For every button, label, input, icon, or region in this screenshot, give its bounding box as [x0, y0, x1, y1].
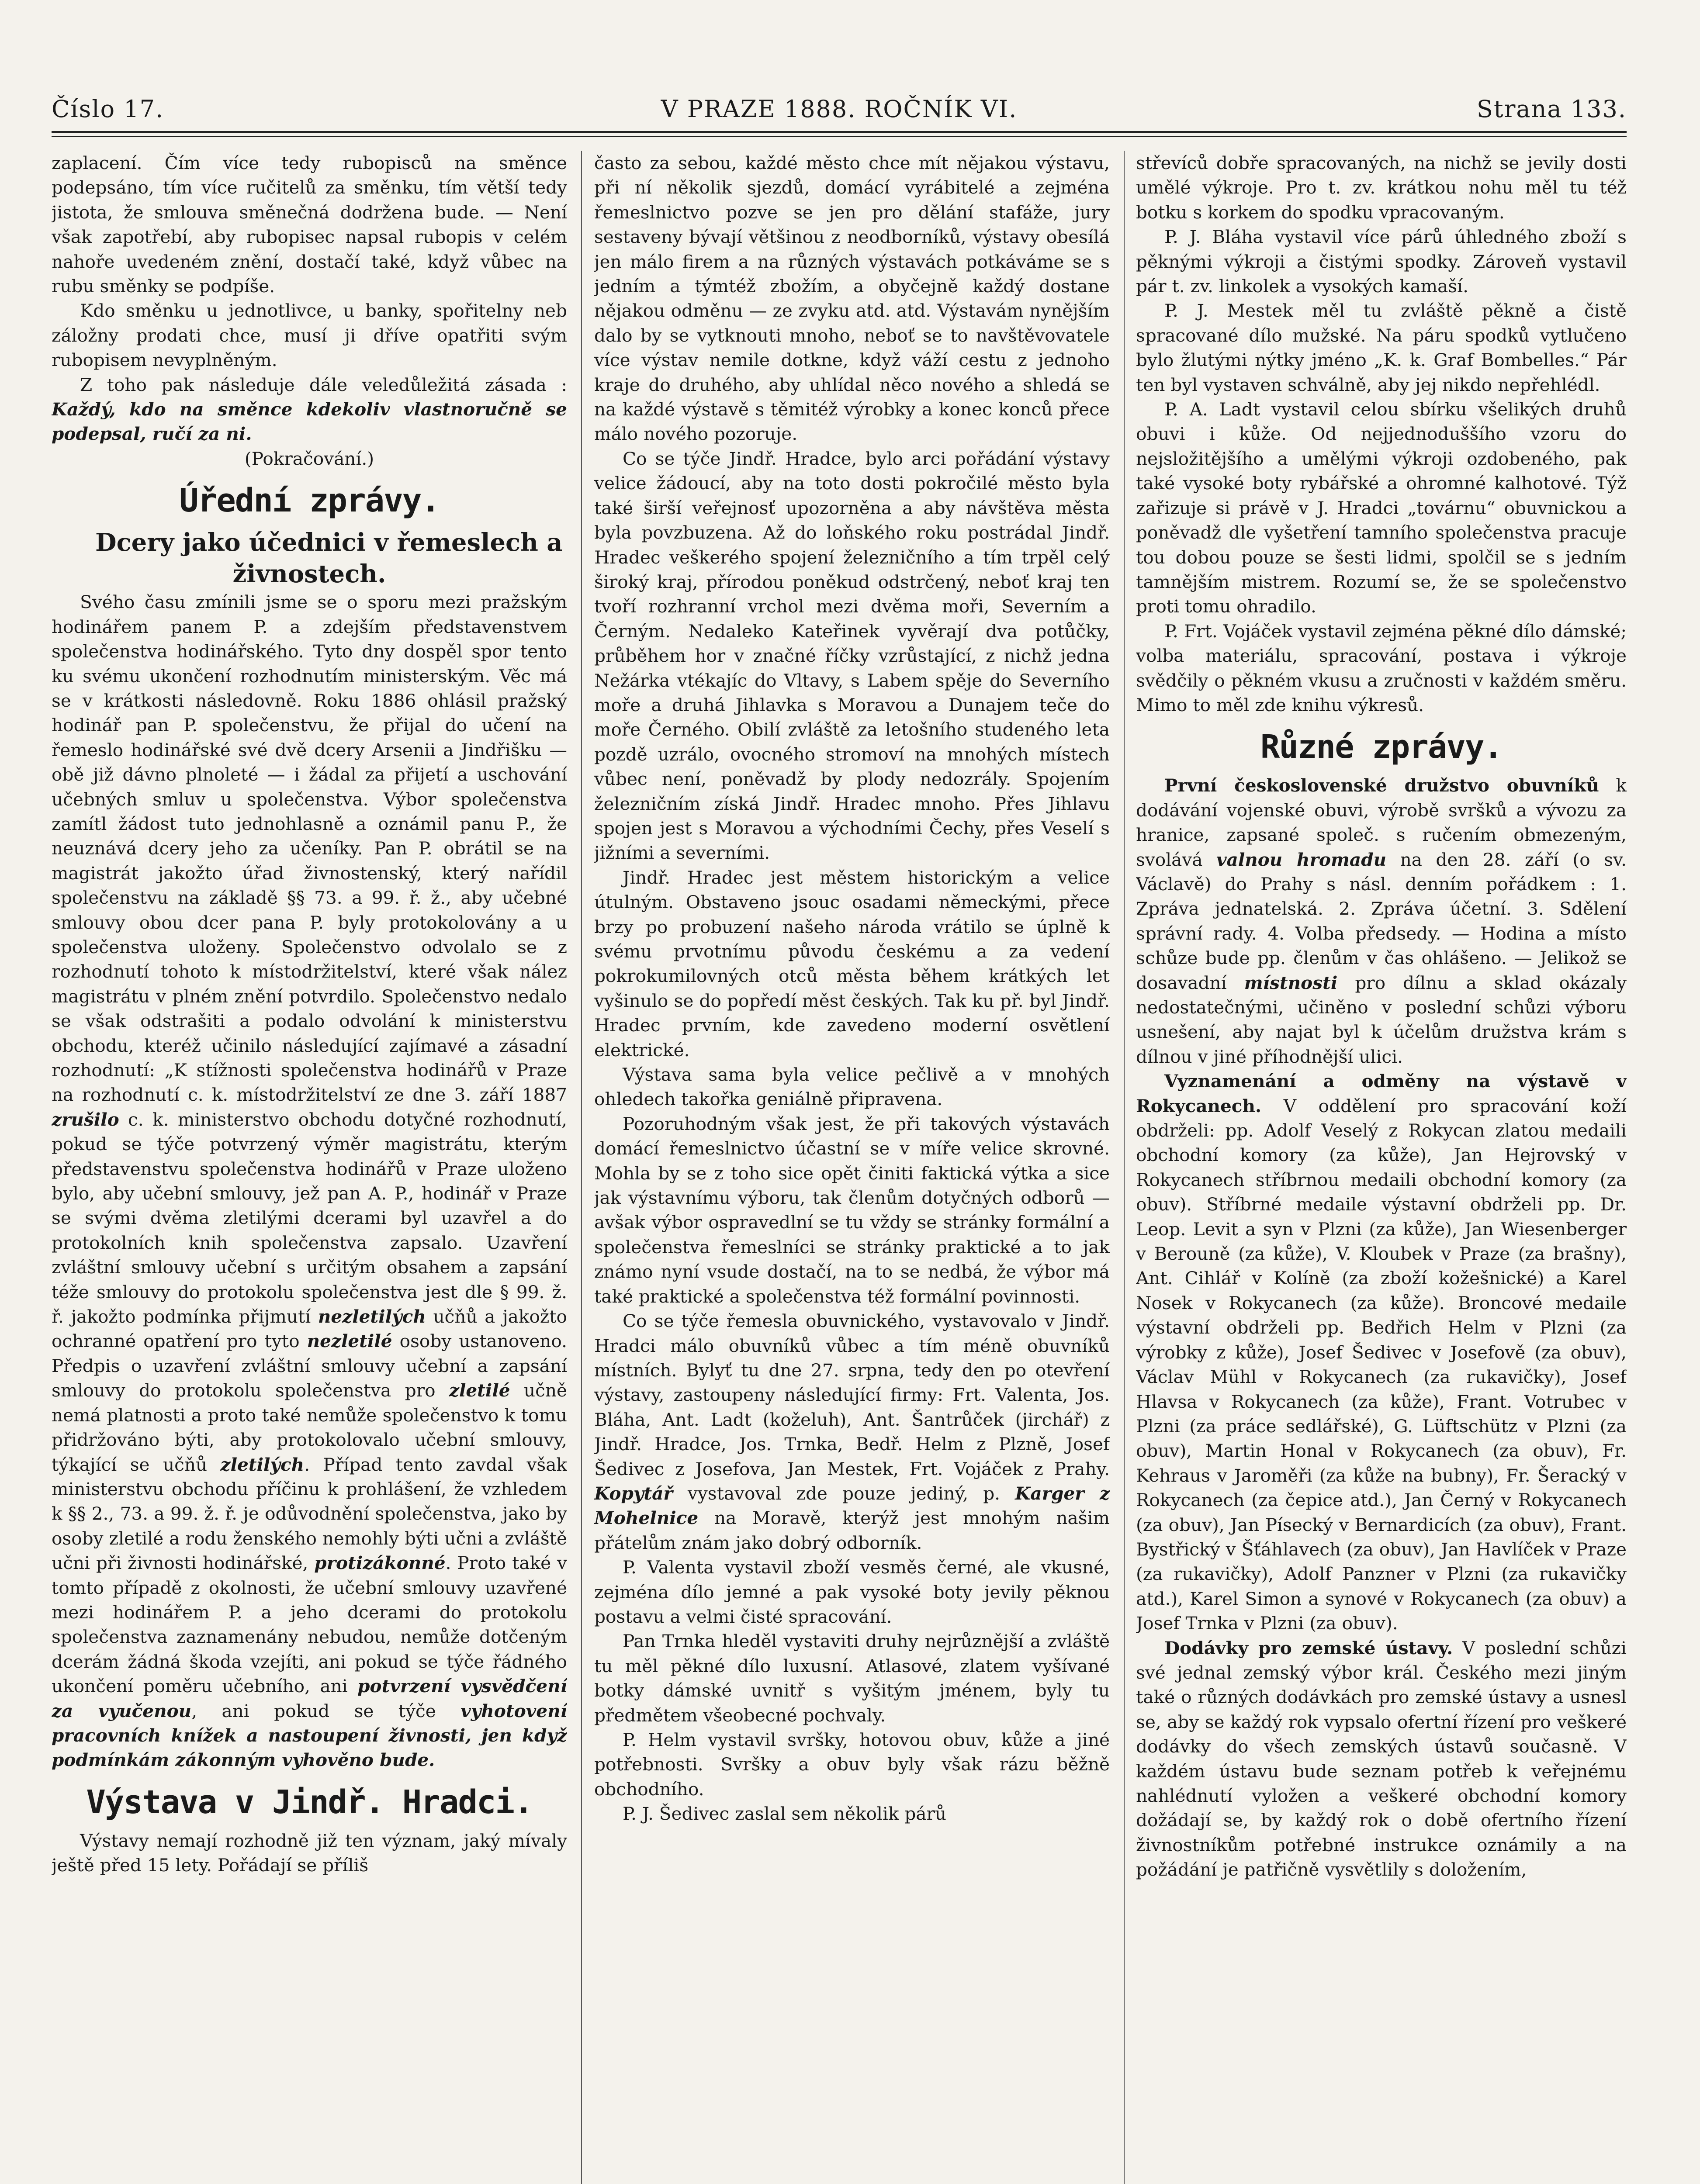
continuation-note: (Pokračování.): [244, 448, 374, 469]
column-1: [52, 151, 567, 2184]
column-divider: [1124, 151, 1125, 2184]
section-heading-exhibition: Výstava v Jindř. Hradci.: [86, 1783, 533, 1821]
paragraph: Z toho pak následuje dále veledůležitá zásada : Každý, kdo na směnce kdekoliv vlastnoručně se podepsal, ručí za ni.: [52, 374, 567, 445]
column-2: [594, 151, 1110, 2184]
header-rule: [52, 131, 1627, 133]
column-divider: [581, 151, 582, 2184]
paragraph: Co se týče řemesla obuvnického, vystavovalo v Jindř. Hradci málo obuvníků vůbec a tím méně obuvníků místních. Bylyť tu dne 27. srpna, tedy den po otevření výstavy, zastoupeny následující firmy: Frt. Valenta, Jos. Bláha, Ant. Ladt (koželuh), Ant. Šantrůček (jirchář) z Jindř. Hradce, Jos. Trnka, Bedř. Helm z Plzně, Josef Šedivec z Josefova, Jan Mestek, Frt. Vojáček z Prahy. Kopytář vystavoval zde pouze jediný, p. Karger z Mohelnice na Moravě, kterýž jest mnohým našim přátelům znám jako dobrý odborník.: [594, 1310, 1110, 1553]
paragraph: P. Frt. Vojáček vystavil zejména pěkné dílo dámské; volba materiálu, spracování, postava i výkroje svědčily o pěkném vkusu a zručnosti v každém směru. Mimo to měl zde knihu výkresů.: [1136, 620, 1627, 715]
paragraph: Pan Trnka hleděl vystaviti druhy nejrůznější a zvláště tu měl pěkné dílo luxusní. Atlasové, zlatem vyšívané botky dámské uvnitř s vyšitým jménem, byly tu předmětem všeobecné pochvaly.: [594, 1631, 1110, 1726]
page-number: Strana 133.: [1476, 95, 1627, 123]
page-header: [52, 95, 1627, 130]
paragraph: P. J. Bláha vystavil více párů úhledného zboží s pěknými výkroji a čistými spodky. Zároveň vystavil pár t. zv. linkolek a vysokých kamaší.: [1136, 226, 1627, 297]
header-rule-thin: [52, 136, 1627, 137]
issue-number: Číslo 17.: [52, 95, 164, 123]
paragraph: P. Helm vystavil svršky, hotovou obuv, kůže a jiné potřebnosti. Svršky a obuv byly však rázu běžně obchodního.: [594, 1729, 1110, 1800]
subheading-inline: První československé družstvo obuvníků: [1164, 775, 1599, 796]
paragraph: Vyznamenání a odměny na výstavě v Rokycanech. V oddělení pro spracování koží obdrželi: pp. Adolf Veselý z Rokycan zlatou medaili obchodní komory (za kůže), Jan Hejrovský v Rokycanech stříbrnou medaili obchodní komory (za obuv). Stříbrné medaile výstavní obdrželi pp. Dr. Leop. Levit a syn v Plzni (za kůže), Jan Wiesenberger v Berouně (za kůže), V. Kloubek v Praze (za brašny), Ant. Cihlář v Kolíně (za zboží kožešnické) a Karel Nosek v Rokycanech (za kůže). Broncové medaile výstavní obdrželi pp. Bedřich Helm v Plzni (za výrobky z kůže), Josef Šedivec v Josefově (za obuv), Václav Mühl v Rokycanech (za rukavičky), Josef Hlavsa v Rokycanech (za kůže), Frant. Votrubec v Plzni (za práce sedlářské), G. Lüftschütz v Plzni (za obuv), Martin Honal v Rokycanech (za obuv), Fr. Kehraus v Jaroměři (za kůže na bubny), Fr. Šeracký v Rokycanech (za čepice atd.), Jan Černý v Rokycanech (za obuv), Jan Písecký v Bernardicích (za obuv), Frant. Bystřický v Šťáhlavech (za obuv), Jan Havlíček v Praze (za rukavičky), Adolf Panzner v Plzni (za rukavičky atd.), Karel Simon a synové v Rokycanech (za obuv) a Josef Trnka v Plzni (za obuv).: [1136, 1071, 1627, 1634]
section-heading-official: Úřední zprávy.: [179, 482, 440, 520]
paragraph: P. Valenta vystavil zboží vesměs černé, ale vkusné, zejména dílo jemné a pak vysoké boty jevily pěknou postavu a velmi čisté spracování.: [594, 1557, 1110, 1627]
emphasis: Každý, kdo na směnce kdekoliv vlastnoručně se podepsal, ručí za ni.: [52, 399, 567, 445]
publication-line: V PRAZE 1888. ROČNÍK VI.: [661, 95, 1018, 123]
paragraph: střevíců dobře spracovaných, na nichž se jevily dosti umělé výkroje. Pro t. zv. krátkou nohu měl tu též botku s korkem do spodku vpracovaným.: [1136, 152, 1627, 223]
subheading-inline: Vyznamenání a odměny na výstavě v Rokycanech.: [1136, 1071, 1627, 1116]
paragraph: často za sebou, každé město chce mít nějakou výstavu, při ní několik sjezdů, domácí vyrábitelé a zejména řemeslnictvo pozve se jen pro dělání stafáže, jury sestaveny bývají většinou z neodborníků, výstavy obesílá jen málo firem a na různých výstavách potkáváme se s jedním a týmtéž zbožím, a obyčejně každý dostane nějakou odměnu — ze zvyku atd. atd. Výstavám nynějším dalo by se vytknouti mnoho, neboť se to navštěvovatele více výstav nemile dotkne, když váží cestu z jednoho kraje do druhého, aby uhlídal něco nového a shledá se na každé výstavě s těmitéž výrobky a konec konců přece málo nového pozoruje.: [594, 152, 1110, 445]
paragraph: P. A. Ladt vystavil celou sbírku všelikých druhů obuvi i kůže. Od nejjednoduššího vzoru do nejsložitějšího a umělými výkroji ozdobeného, pak také vysoké boty rybářské a ohromné kalhotové. Týž zařizuje si právě v J. Hradci „továrnu“ obuvnickou a poněvadž dle vyšetření tamního společenstva pracuje tou dobou pouze se šesti lidmi, spolčil se s jedním tamnějším mistrem. Rozumí se, že se společenstvo proti tomu ohradilo.: [1136, 399, 1627, 617]
section-heading-misc: Různé zprávy.: [1260, 728, 1503, 766]
paragraph: P. J. Mestek měl tu zvláště pěkně a čistě spracované dílo mužské. Na páru spodků vytlučeno bylo žlutými nýtky jméno „K. k. Graf Bombelles.“ Pár ten byl vystaven schválně, aby jej nikdo nepřehlédl.: [1136, 300, 1627, 395]
paragraph: Výstavy nemají rozhodně již ten význam, jaký mívaly ještě před 15 lety. Pořádají se příliš: [52, 1830, 567, 1876]
paragraph: P. J. Šedivec zaslal sem několik párů: [622, 1803, 947, 1825]
paragraph: Výstava sama byla velice pečlivě a v mnohých ohledech takořka geniálně připravena.: [594, 1064, 1110, 1110]
paragraph: První československé družstvo obuvníků k dodávání vojenské obuvi, výrobě svršků a vývozu za hranice, zapsané společ. s ručením obmezeným, svolává valnou hromadu na den 28. září (o sv. Václavě) do Prahy s násl. denním pořádkem : 1. Zpráva jednatelská. 2. Zpráva účetní. 3. Sdělení správní rady. 4. Volba předsedy. — Hodina a místo schůze bude pp. členům v čas ohlášeno. — Jelikož se dosavadní místnosti pro dílnu a sklad okázaly nedostatečnými, učiněno v poslední schůzi výboru usnešení, aby najat byl k účelům družstva krám s dílnou v jiné příhodnější ulici.: [1136, 775, 1627, 1067]
column-3: [1136, 151, 1627, 2184]
subheading-inline: Dodávky pro zemské ústavy.: [1164, 1637, 1453, 1659]
paragraph: Svého času zmínili jsme se o sporu mezi pražským hodinářem panem P. a zdejším představenstvem společenstva hodinářského. Tyto dny dospěl spor tento ku svému ukončení rozhodnutím ministerským. Věc má se v krátkosti následovně. Roku 1886 ohlásil pražský hodinář pan P. společenstvu, že přijal do učení na řemeslo hodinářské své dvě dcery Arsenii a Jindřišku — obě již dávno plnoleté — i žádal za přijetí a uschování učebných smluv u společenstva. Výbor společenstva zamítl žádost tuto jednohlasně a oznámil panu P., že neuznává dcery jeho za učeníky. Pan P. obrátil se na magistrát jakožto úřad živnostenský, který nařídil společenstvu na základě §§ 73. a 99. ř. ž., aby učebné smlouvy obou dcer pana P. byly protokolovány a u společenstva uloženy. Společenstvo odvolalo se z rozhodnutí tohoto k místodržitelství, které však nález magistrátu v plném znění potvrdilo. Společenstvo nedalo se však odstrašiti a podalo odvolání k ministerstvu obchodu, kteréž učinilo následující zajímavé a zásadní rozhodnutí: „K stížnosti společenstva hodinářů v Praze na rozhodnutí c. k. místodržitelství ze dne 3. září 1887 zrušilo c. k. ministerstvo obchodu dotyčné rozhodnutí, pokud se týče potvrzený výměr magistrátu, kterým představenstvu společenstva hodinářů v Praze uloženo bylo, aby učební smlouvy, jež pan A. P., hodinář v Praze se svými dvěma zletilými dcerami byl uzavřel a do protokolních knih společenstva zapsalo. Uzavření zvláštní smlouvy učební s určitým obsahem a zapsání téže smlouvy do protokolu společenstva jest dle § 99. ž. ř. jakožto podmínka přijmutí nezletilých učňů a jakožto ochranné opatření pro tyto nezletilé osoby ustanoveno. Předpis o uzavření zvláštní smlouvy učební a zapsání smlouvy do protokolu společenstva pro zletilé učně nemá platnosti a proto také nemůže společenstvo k tomu přidržováno býti, aby protokolovalo učební smlouvy, týkající se učňů zletilých. Případ tento zavdal však ministerstvu obchodu příčinu k prohlášení, že vzhledem k §§ 2., 73. a 99. ž. ř. je odůvodnění společenstva, jako by osoby zletilé a rodu ženského nemohly býti učni a zvláště učni při živnosti hodinářské, protizákonné. Proto také v tomto případě z okolnosti, že učební smlouvy uzavřené mezi hodinářem P. a jeho dcerami do protokolu společenstva zaznamenány nebudou, nemůže dotčeným dcerám žádná škoda vzejíti, ani pokud se týče řádného ukončení poměru učebního, ani potvrzení vysvědčení za vyučenou, ani pokud se týče vyhotovení pracovních knížek a nastoupení živnosti, jen když podmínkám zákonným vyhověno bude.: [52, 591, 567, 1771]
paragraph: zaplacení. Čím více tedy rubopisců na směnce podepsáno, tím více ručitelů za směnku, tím větší tedy jistota, že smlouva směnečná dodržena bude. — Není však zapotřebí, aby rubopisec napsal rubopis v celém nahoře uvedeném znění, dostačí také, když vůbec na rubu směnky se podpíše.: [52, 152, 567, 297]
paragraph: Jindř. Hradec jest městem historickým a velice útulným. Obstaveno jsouc osadami německými, přece brzy po probuzení našeho národa vrátilo se úplně k svému prvotnímu původu českému a za vedení pokrokumilovných otců města během krátkých let vyšinulo se do popředí měst českých. Tak ku př. byl Jindř. Hradec prvním, kde zavedeno moderní osvětlení elektrické.: [594, 867, 1110, 1061]
paragraph: Dodávky pro zemské ústavy. V poslední schůzi své jednal zemský výbor král. Českého mezi jiným také o různých dodávkách pro zemské ústavy a usnesl se, aby se každý rok vypsalo ofertní řízení pro veškeré dodávky do všech zemských ústavů současně. V každém ústavu bude seznam potřeb k veřejnému nahlédnutí vyložen a veškeré obchodní komory dožádají se, by každý rok o době ofertního řízení živnostníkům potřebné instrukce oznámily a na požádání je patřičně vysvětlily s doložením,: [1136, 1637, 1627, 1880]
paragraph: Co se týče Jindř. Hradce, bylo arci pořádání výstavy velice žádoucí, aby na toto dosti pokročilé město byla také širší veřejnosť upozorněna a aby návštěva města byla povzbuzena. Až do loňského roku postrádal Jindř. Hradec veškerého spojení železničního a tím trpěl celý široký kraj, přírodou poněkud odstrčený, neboť kraj ten tvoří rozhranní vrchol mezi dvěma moři, Severním a Černým. Nedaleko Kateřinek vyvěrají dva potůčky, průběhem hor v značné říčky vzrůstající, z nichž jedna Nežárka vtékajíc do Vltavy, s Labem spěje do Severního moře a druhá Jihlavka s Moravou a Dunajem teče do moře Černého. Obilí zvláště za letošního studeného leta pozdě uzrálo, ovocného stromoví na mnohých místech vůbec není, poněvadž by plody nedozrály. Spojením železničním získá Jindř. Hradec mnoho. Přes Jihlavu spojen jest s Moravou a východními Čechy, přes Veselí s jižními a severními.: [594, 448, 1110, 864]
paragraph: Pozoruhodným však jest, že při takových výstavách domácí řemeslnictvo účastní se v míře velice skrovné. Mohla by se z toho sice opět činiti faktická výtka a sice jak výstavnímu výboru, tak členům dotyčných odborů — avšak výbor ospravedlní se tu vždy se stránky formální a společenstva řemeslníci se stránky praktické a to jak známo nyní vsude dostačí, na to se nedbá, že výbor má také praktické a společenstva též formální povinnosti.: [594, 1113, 1110, 1307]
subheading: Dcery jako účednici v řemeslech a živnostech.: [95, 528, 563, 589]
paragraph: Kdo směnku u jednotlivce, u banky, spořitelny neb záložny prodati chce, musí ji dříve opatřiti svým rubopisem nevyplněným.: [52, 300, 567, 371]
